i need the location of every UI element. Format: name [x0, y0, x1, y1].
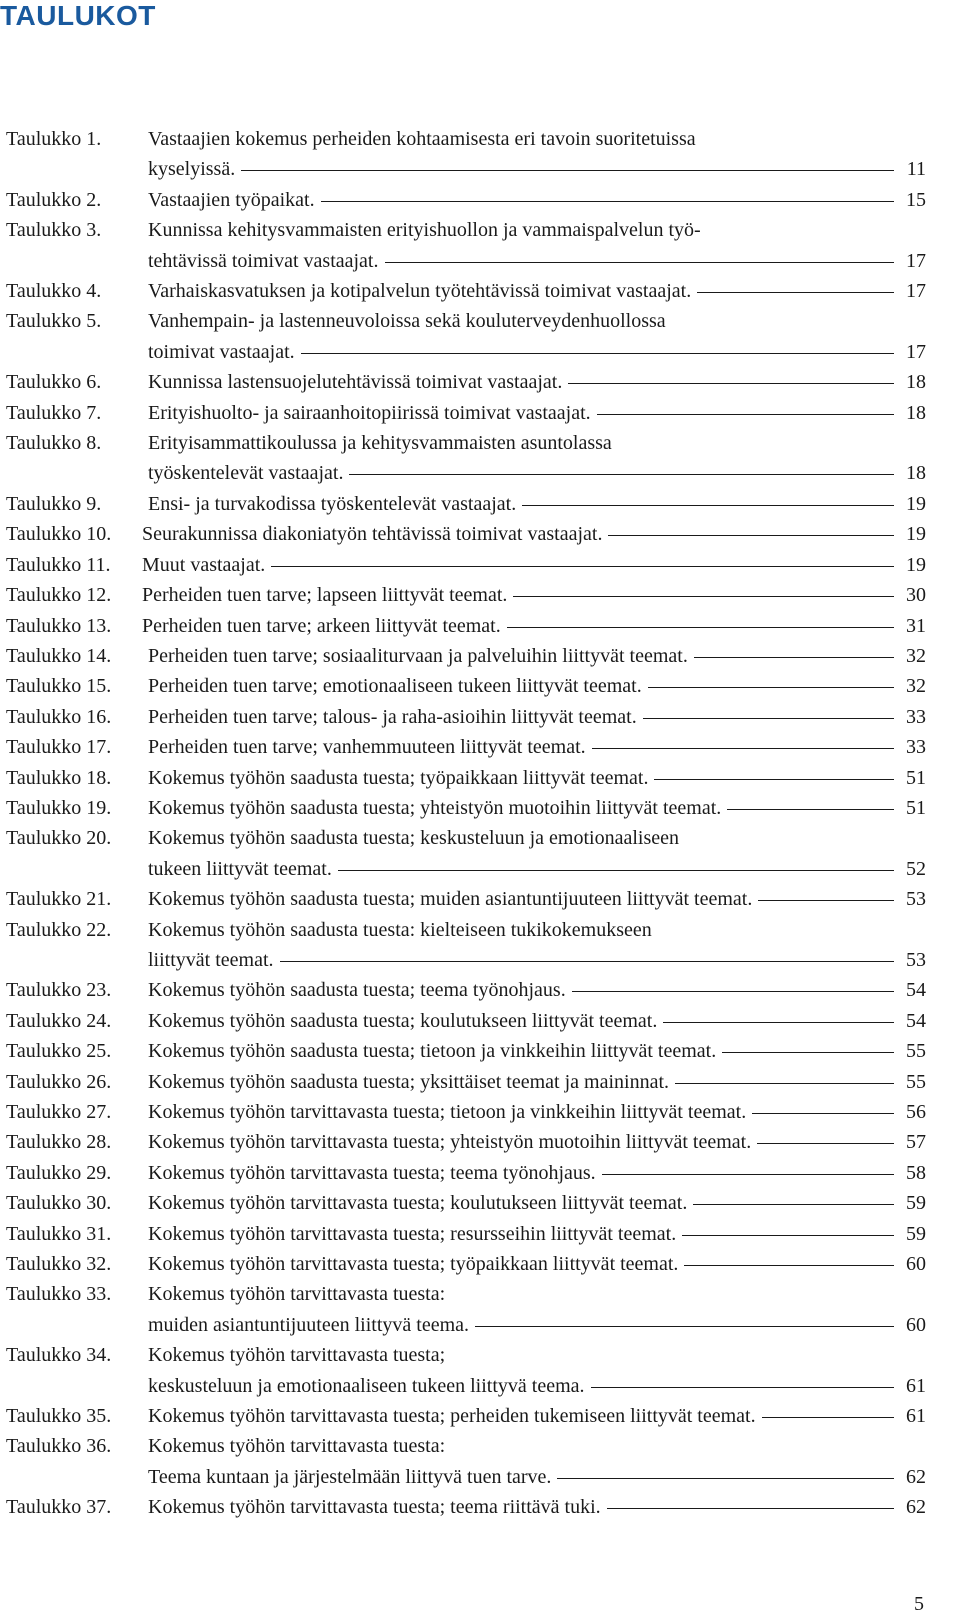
- table-title: [148, 367, 926, 397]
- toc-entry[interactable]: [6, 519, 926, 549]
- table-title: [148, 793, 926, 823]
- leader-line: [758, 899, 894, 901]
- title-line: [148, 1249, 926, 1279]
- toc-entry[interactable]: [6, 276, 926, 306]
- title-line: [148, 671, 926, 701]
- table-title: [148, 1188, 926, 1218]
- leader-line: [568, 382, 894, 384]
- table-title: [148, 1431, 926, 1492]
- toc-entry[interactable]: [6, 1249, 926, 1279]
- page-ref[interactable]: 11: [906, 158, 926, 181]
- table-title: [148, 1492, 926, 1522]
- title-text: Kokemus työhön tarvittavasta tuesta:: [148, 1283, 446, 1306]
- toc-entry[interactable]: [6, 185, 926, 215]
- title-text: Muut vastaajat.: [142, 553, 266, 576]
- leader-line: [475, 1325, 894, 1327]
- page-ref[interactable]: 60: [906, 1253, 926, 1276]
- title-text: keskusteluun ja emotionaaliseen tukeen liittyvä teema.: [148, 1374, 585, 1397]
- table-title: [148, 1401, 926, 1431]
- page-ref[interactable]: 33: [906, 736, 926, 759]
- page-ref[interactable]: 51: [906, 766, 926, 789]
- table-title: [148, 641, 926, 671]
- title-line: [148, 1219, 926, 1249]
- title-line: [148, 1006, 926, 1036]
- title-line: [148, 1492, 926, 1522]
- table-label: Taulukko 16.: [6, 705, 112, 728]
- page-ref[interactable]: 62: [906, 1496, 926, 1519]
- page-ref[interactable]: 18: [906, 462, 926, 485]
- title-text: Kunnissa kehitysvammaisten erityishuollon ja vammaispalvelun työ-: [148, 219, 701, 242]
- page-ref[interactable]: 17: [906, 280, 926, 303]
- leader-line: [608, 534, 894, 536]
- table-label: Taulukko 29.: [6, 1161, 112, 1184]
- table-title: [148, 1067, 926, 1097]
- table-label: Taulukko 12.: [6, 584, 112, 607]
- leader-line: [301, 352, 894, 354]
- title-line: [148, 185, 926, 215]
- table-title: [148, 702, 926, 732]
- toc-entry[interactable]: [6, 1158, 926, 1188]
- title-line: [148, 1279, 926, 1309]
- table-label: Taulukko 30.: [6, 1192, 112, 1215]
- table-title: [148, 215, 926, 276]
- title-text: muiden asiantuntijuuteen liittyvä teema.: [148, 1313, 470, 1336]
- title-line: [148, 1401, 926, 1431]
- page-ref[interactable]: 51: [906, 796, 926, 819]
- leader-line: [654, 778, 894, 780]
- toc-entry[interactable]: [6, 823, 926, 884]
- toc-entry[interactable]: [6, 398, 926, 428]
- title-line: [148, 1340, 926, 1370]
- table-title: [148, 185, 926, 215]
- title-text: tehtävissä toimivat vastaajat.: [148, 249, 379, 272]
- toc-entry[interactable]: [6, 1219, 926, 1249]
- title-line: [148, 884, 926, 914]
- title-text: Kokemus työhön tarvittavasta tuesta; yhteistyön muotoihin liittyvät teemat.: [148, 1131, 752, 1154]
- leader-line: [648, 686, 894, 688]
- title-line: [148, 1310, 926, 1340]
- table-label: Taulukko 5.: [6, 310, 102, 333]
- page-ref[interactable]: 30: [906, 584, 926, 607]
- leader-line: [675, 1082, 894, 1084]
- title-text: liittyvät teemat.: [148, 948, 274, 971]
- title-line: [148, 641, 926, 671]
- title-line: [148, 489, 926, 519]
- title-line: [148, 398, 926, 428]
- table-label: Taulukko 21.: [6, 888, 112, 911]
- leader-line: [557, 1477, 894, 1479]
- leader-line: [727, 808, 894, 810]
- leader-line: [522, 504, 894, 506]
- toc-entry[interactable]: [6, 732, 926, 762]
- title-text: Seurakunnissa diakoniatyön tehtävissä toimivat vastaajat.: [142, 523, 603, 546]
- leader-line: [513, 595, 894, 597]
- title-text: Perheiden tuen tarve; vanhemmuuteen liittyvät teemat.: [148, 736, 586, 759]
- page-ref[interactable]: 53: [906, 948, 926, 971]
- table-title: [148, 489, 926, 519]
- title-text: Kokemus työhön saadusta tuesta; teema työnohjaus.: [148, 979, 566, 1002]
- table-label: Taulukko 20.: [6, 827, 112, 850]
- leader-line: [697, 291, 894, 293]
- title-text: Perheiden tuen tarve; sosiaaliturvaan ja palveluihin liittyvät teemat.: [148, 644, 688, 667]
- title-line: [148, 702, 926, 732]
- table-label: Taulukko 3.: [6, 219, 102, 242]
- toc-entry[interactable]: [6, 1492, 926, 1522]
- page-ref[interactable]: 57: [906, 1131, 926, 1154]
- leader-line: [762, 1416, 894, 1418]
- leader-line: [602, 1173, 894, 1175]
- title-line: [142, 580, 926, 610]
- leader-line: [507, 626, 894, 628]
- page-ref[interactable]: 59: [906, 1222, 926, 1245]
- title-text: Vastaajien työpaikat.: [148, 188, 315, 211]
- title-text: Kokemus työhön saadusta tuesta; muiden asiantuntijuuteen liittyvät teemat.: [148, 888, 753, 911]
- page-ref[interactable]: 54: [906, 1009, 926, 1032]
- leader-line: [663, 1021, 894, 1023]
- title-text: työskentelevät vastaajat.: [148, 462, 344, 485]
- leader-line: [592, 747, 894, 749]
- leader-line: [684, 1264, 894, 1266]
- title-line: [148, 154, 926, 184]
- toc-entry[interactable]: [6, 489, 926, 519]
- page-ref[interactable]: 18: [906, 401, 926, 424]
- table-label: Taulukko 2.: [6, 188, 102, 211]
- page-ref[interactable]: 33: [906, 705, 926, 728]
- title-text: kyselyissä.: [148, 158, 236, 181]
- table-title: [142, 519, 926, 549]
- leader-line: [241, 169, 894, 171]
- title-line: [148, 732, 926, 762]
- table-title: [148, 1006, 926, 1036]
- title-line: [148, 458, 926, 488]
- table-label: Taulukko 27.: [6, 1101, 112, 1123]
- toc-entry[interactable]: [6, 793, 926, 823]
- table-label: Taulukko 4.: [6, 280, 102, 303]
- table-label: Taulukko 10.: [6, 523, 112, 546]
- page-ref[interactable]: 15: [906, 188, 926, 211]
- title-text: Kokemus työhön saadusta tuesta; tietoon ja vinkkeihin liittyvät teemat.: [148, 1040, 717, 1063]
- table-title: [148, 1036, 926, 1066]
- table-label: Taulukko 26.: [6, 1070, 112, 1093]
- title-line: [148, 215, 926, 245]
- toc-entry[interactable]: [6, 884, 926, 914]
- page-ref[interactable]: 19: [906, 492, 926, 515]
- table-title: [148, 428, 926, 489]
- page-ref[interactable]: 18: [906, 371, 926, 394]
- title-text: Kokemus työhön tarvittavasta tuesta; teema riittävä tuki.: [148, 1496, 601, 1519]
- leader-line: [280, 960, 894, 962]
- page-ref[interactable]: 19: [906, 523, 926, 546]
- title-line: [148, 246, 926, 276]
- toc-entry[interactable]: [6, 367, 926, 397]
- title-line: [148, 124, 926, 154]
- leader-line: [643, 717, 894, 719]
- table-label: Taulukko 33.: [6, 1283, 112, 1306]
- title-line: [148, 1036, 926, 1066]
- toc-entry[interactable]: [6, 215, 926, 276]
- toc-entry[interactable]: [6, 671, 926, 701]
- toc-entry[interactable]: [6, 124, 926, 185]
- title-text: tukeen liittyvät teemat.: [148, 857, 332, 880]
- title-text: Kokemus työhön saadusta tuesta: kielteiseen tukikokemukseen: [148, 918, 652, 941]
- toc-entry[interactable]: [6, 428, 926, 489]
- table-title: [148, 763, 926, 793]
- page-ref[interactable]: 58: [906, 1161, 926, 1184]
- leader-line: [693, 1203, 894, 1205]
- table-label: Taulukko 37.: [6, 1496, 112, 1519]
- page-ref[interactable]: 55: [906, 1070, 926, 1093]
- leader-line: [694, 656, 894, 658]
- table-label: Taulukko 7.: [6, 401, 102, 424]
- title-text: Erityisammattikoulussa ja kehitysvammaisten asuntolassa: [148, 432, 612, 455]
- table-title: [148, 1158, 926, 1188]
- table-label: Taulukko 22.: [6, 918, 112, 941]
- table-title: [148, 823, 926, 884]
- title-text: Kokemus työhön saadusta tuesta; yhteistyön muotoihin liittyvät teemat.: [148, 796, 722, 819]
- title-text: Kokemus työhön saadusta tuesta; työpaikkaan liittyvät teemat.: [148, 766, 649, 789]
- title-text: Kokemus työhön tarvittavasta tuesta;: [148, 1344, 446, 1367]
- leader-line: [321, 200, 894, 202]
- leader-line: [752, 1112, 894, 1114]
- title-text: Perheiden tuen tarve; lapseen liittyvät teemat.: [142, 584, 508, 607]
- table-title: [148, 1127, 926, 1157]
- table-label: Taulukko 6.: [6, 371, 102, 394]
- title-text: Kokemus työhön saadusta tuesta; koulutukseen liittyvät teemat.: [148, 1009, 658, 1032]
- page-title: TAULUKOT: [0, 0, 156, 31]
- page-ref[interactable]: 59: [906, 1192, 926, 1215]
- title-line: [142, 550, 926, 580]
- table-title: [148, 884, 926, 914]
- page-ref[interactable]: 56: [906, 1101, 926, 1123]
- leader-line: [607, 1507, 894, 1509]
- title-line: [148, 915, 926, 945]
- table-title: [148, 671, 926, 701]
- table-title: [148, 306, 926, 367]
- title-line: [142, 519, 926, 549]
- page-ref[interactable]: 54: [906, 979, 926, 1002]
- leader-line: [385, 261, 895, 263]
- leader-line: [682, 1234, 894, 1236]
- page-ref[interactable]: 17: [906, 340, 926, 363]
- toc-entry[interactable]: [6, 1188, 926, 1218]
- table-label: Taulukko 31.: [6, 1222, 112, 1245]
- title-text: Erityishuolto- ja sairaanhoitopiirissä toimivat vastaajat.: [148, 401, 591, 424]
- title-text: Perheiden tuen tarve; emotionaaliseen tukeen liittyvät teemat.: [148, 675, 642, 698]
- table-title: [148, 1340, 926, 1401]
- toc-entry[interactable]: [6, 1401, 926, 1431]
- title-line: [148, 1067, 926, 1097]
- leader-line: [338, 869, 894, 871]
- table-label: Taulukko 24.: [6, 1009, 112, 1032]
- table-title: [148, 732, 926, 762]
- title-text: Varhaiskasvatuksen ja kotipalvelun työtehtävissä toimivat vastaajat.: [148, 280, 692, 303]
- title-line: [148, 763, 926, 793]
- table-title: [148, 975, 926, 1005]
- toc-entry[interactable]: [6, 1127, 926, 1157]
- table-label: Taulukko 14.: [6, 644, 112, 667]
- table-label: Taulukko 36.: [6, 1435, 112, 1458]
- table-label: Taulukko 15.: [6, 675, 112, 698]
- toc-entry[interactable]: [6, 1431, 926, 1492]
- toc-entry[interactable]: [6, 1067, 926, 1097]
- table-title: [142, 580, 926, 610]
- table-label: Taulukko 25.: [6, 1040, 112, 1063]
- title-line: [148, 1371, 926, 1401]
- title-line: [148, 428, 926, 458]
- leader-line: [591, 1386, 894, 1388]
- title-line: [148, 276, 926, 306]
- title-line: [148, 854, 926, 884]
- table-label: Taulukko 11.: [6, 553, 111, 576]
- table-title: [148, 398, 926, 428]
- title-line: [148, 1127, 926, 1157]
- table-label: Taulukko 1.: [6, 128, 102, 150]
- title-text: Vastaajien kokemus perheiden kohtaamisesta eri tavoin suoritetuissa: [148, 128, 696, 150]
- toc-entry[interactable]: [6, 1097, 926, 1127]
- title-text: Kokemus työhön saadusta tuesta; yksittäiset teemat ja maininnat.: [148, 1070, 669, 1093]
- table-label: Taulukko 18.: [6, 766, 112, 789]
- title-text: Perheiden tuen tarve; arkeen liittyvät teemat.: [142, 614, 501, 637]
- table-label: Taulukko 35.: [6, 1405, 112, 1428]
- leader-line: [349, 473, 894, 475]
- table-title: [148, 915, 926, 976]
- table-title: [148, 1249, 926, 1279]
- table-title: [142, 550, 926, 580]
- title-text: Perheiden tuen tarve; talous- ja raha-asioihin liittyvät teemat.: [148, 705, 637, 728]
- title-text: Kokemus työhön tarvittavasta tuesta; koulutukseen liittyvät teemat.: [148, 1192, 688, 1215]
- table-title: [148, 1097, 926, 1127]
- table-title: [142, 611, 926, 641]
- toc-entry[interactable]: [6, 580, 926, 610]
- toc-entry[interactable]: [6, 550, 926, 580]
- title-text: Kokemus työhön tarvittavasta tuesta; resursseihin liittyvät teemat.: [148, 1222, 677, 1245]
- title-line: [148, 1462, 926, 1492]
- leader-line: [572, 990, 894, 992]
- page-ref[interactable]: 32: [906, 644, 926, 667]
- toc-entry[interactable]: [6, 702, 926, 732]
- page-ref[interactable]: 62: [906, 1465, 926, 1488]
- leader-line: [757, 1142, 894, 1144]
- title-line: [142, 611, 926, 641]
- title-text: Teema kuntaan ja järjestelmään liittyvä tuen tarve.: [148, 1465, 552, 1488]
- title-text: Kokemus työhön tarvittavasta tuesta; työpaikkaan liittyvät teemat.: [148, 1253, 679, 1276]
- toc-entry[interactable]: [6, 611, 926, 641]
- title-text: Kokemus työhön saadusta tuesta; keskusteluun ja emotionaaliseen: [148, 827, 679, 850]
- title-line: [148, 1188, 926, 1218]
- page-ref[interactable]: 61: [906, 1405, 926, 1428]
- table-label: Taulukko 34.: [6, 1344, 112, 1367]
- title-line: [148, 306, 926, 336]
- title-text: Kokemus työhön tarvittavasta tuesta; perheiden tukemiseen liittyvät teemat.: [148, 1405, 756, 1428]
- table-label: Taulukko 32.: [6, 1253, 112, 1276]
- toc-entry[interactable]: [6, 1279, 926, 1340]
- table-title: [148, 124, 926, 185]
- table-label: Taulukko 23.: [6, 979, 112, 1002]
- leader-line: [722, 1051, 894, 1053]
- table-label: Taulukko 9.: [6, 492, 102, 515]
- title-text: toimivat vastaajat.: [148, 340, 295, 363]
- table-label: Taulukko 8.: [6, 432, 102, 455]
- toc-entry[interactable]: [6, 1036, 926, 1066]
- title-line: [148, 1097, 926, 1127]
- title-text: Kokemus työhön tarvittavasta tuesta; teema työnohjaus.: [148, 1161, 596, 1184]
- page-ref[interactable]: 52: [906, 857, 926, 880]
- title-line: [148, 367, 926, 397]
- table-label: Taulukko 13.: [6, 614, 112, 637]
- table-list: [6, 124, 926, 1523]
- page-ref[interactable]: 60: [906, 1313, 926, 1336]
- table-label: Taulukko 28.: [6, 1131, 112, 1154]
- table-title: [148, 1219, 926, 1249]
- page-ref[interactable]: 17: [906, 249, 926, 272]
- title-text: Ensi- ja turvakodissa työskentelevät vastaajat.: [148, 492, 517, 515]
- leader-line: [597, 413, 894, 415]
- table-label: Taulukko 17.: [6, 736, 112, 759]
- toc-entry[interactable]: [6, 1340, 926, 1401]
- table-title: [148, 1279, 926, 1340]
- title-line: [148, 337, 926, 367]
- title-line: [148, 975, 926, 1005]
- page-ref[interactable]: 55: [906, 1040, 926, 1063]
- table-label: Taulukko 19.: [6, 796, 112, 819]
- page-ref[interactable]: 32: [906, 675, 926, 698]
- title-line: [148, 1431, 926, 1461]
- toc-entry[interactable]: [6, 763, 926, 793]
- title-line: [148, 1158, 926, 1188]
- title-text: Kokemus työhön tarvittavasta tuesta; tietoon ja vinkkeihin liittyvät teemat.: [148, 1101, 747, 1123]
- title-text: Kunnissa lastensuojelutehtävissä toimivat vastaajat.: [148, 371, 563, 394]
- title-text: Vanhempain- ja lastenneuvoloissa sekä kouluterveydenhuollossa: [148, 310, 666, 333]
- leader-line: [271, 565, 894, 567]
- toc-entry[interactable]: [6, 915, 926, 976]
- title-text: Kokemus työhön tarvittavasta tuesta:: [148, 1435, 446, 1458]
- title-line: [148, 823, 926, 853]
- page-ref[interactable]: 61: [906, 1374, 926, 1397]
- page-ref[interactable]: 53: [906, 888, 926, 911]
- toc-entry[interactable]: [6, 306, 926, 367]
- page-ref[interactable]: 31: [906, 614, 926, 637]
- toc-entry[interactable]: [6, 975, 926, 1005]
- toc-entry[interactable]: [6, 641, 926, 671]
- page-number: 5: [914, 1593, 924, 1615]
- title-line: [148, 945, 926, 975]
- title-line: [148, 793, 926, 823]
- page-ref[interactable]: 19: [906, 553, 926, 576]
- toc-entry[interactable]: [6, 1006, 926, 1036]
- table-title: [148, 276, 926, 306]
